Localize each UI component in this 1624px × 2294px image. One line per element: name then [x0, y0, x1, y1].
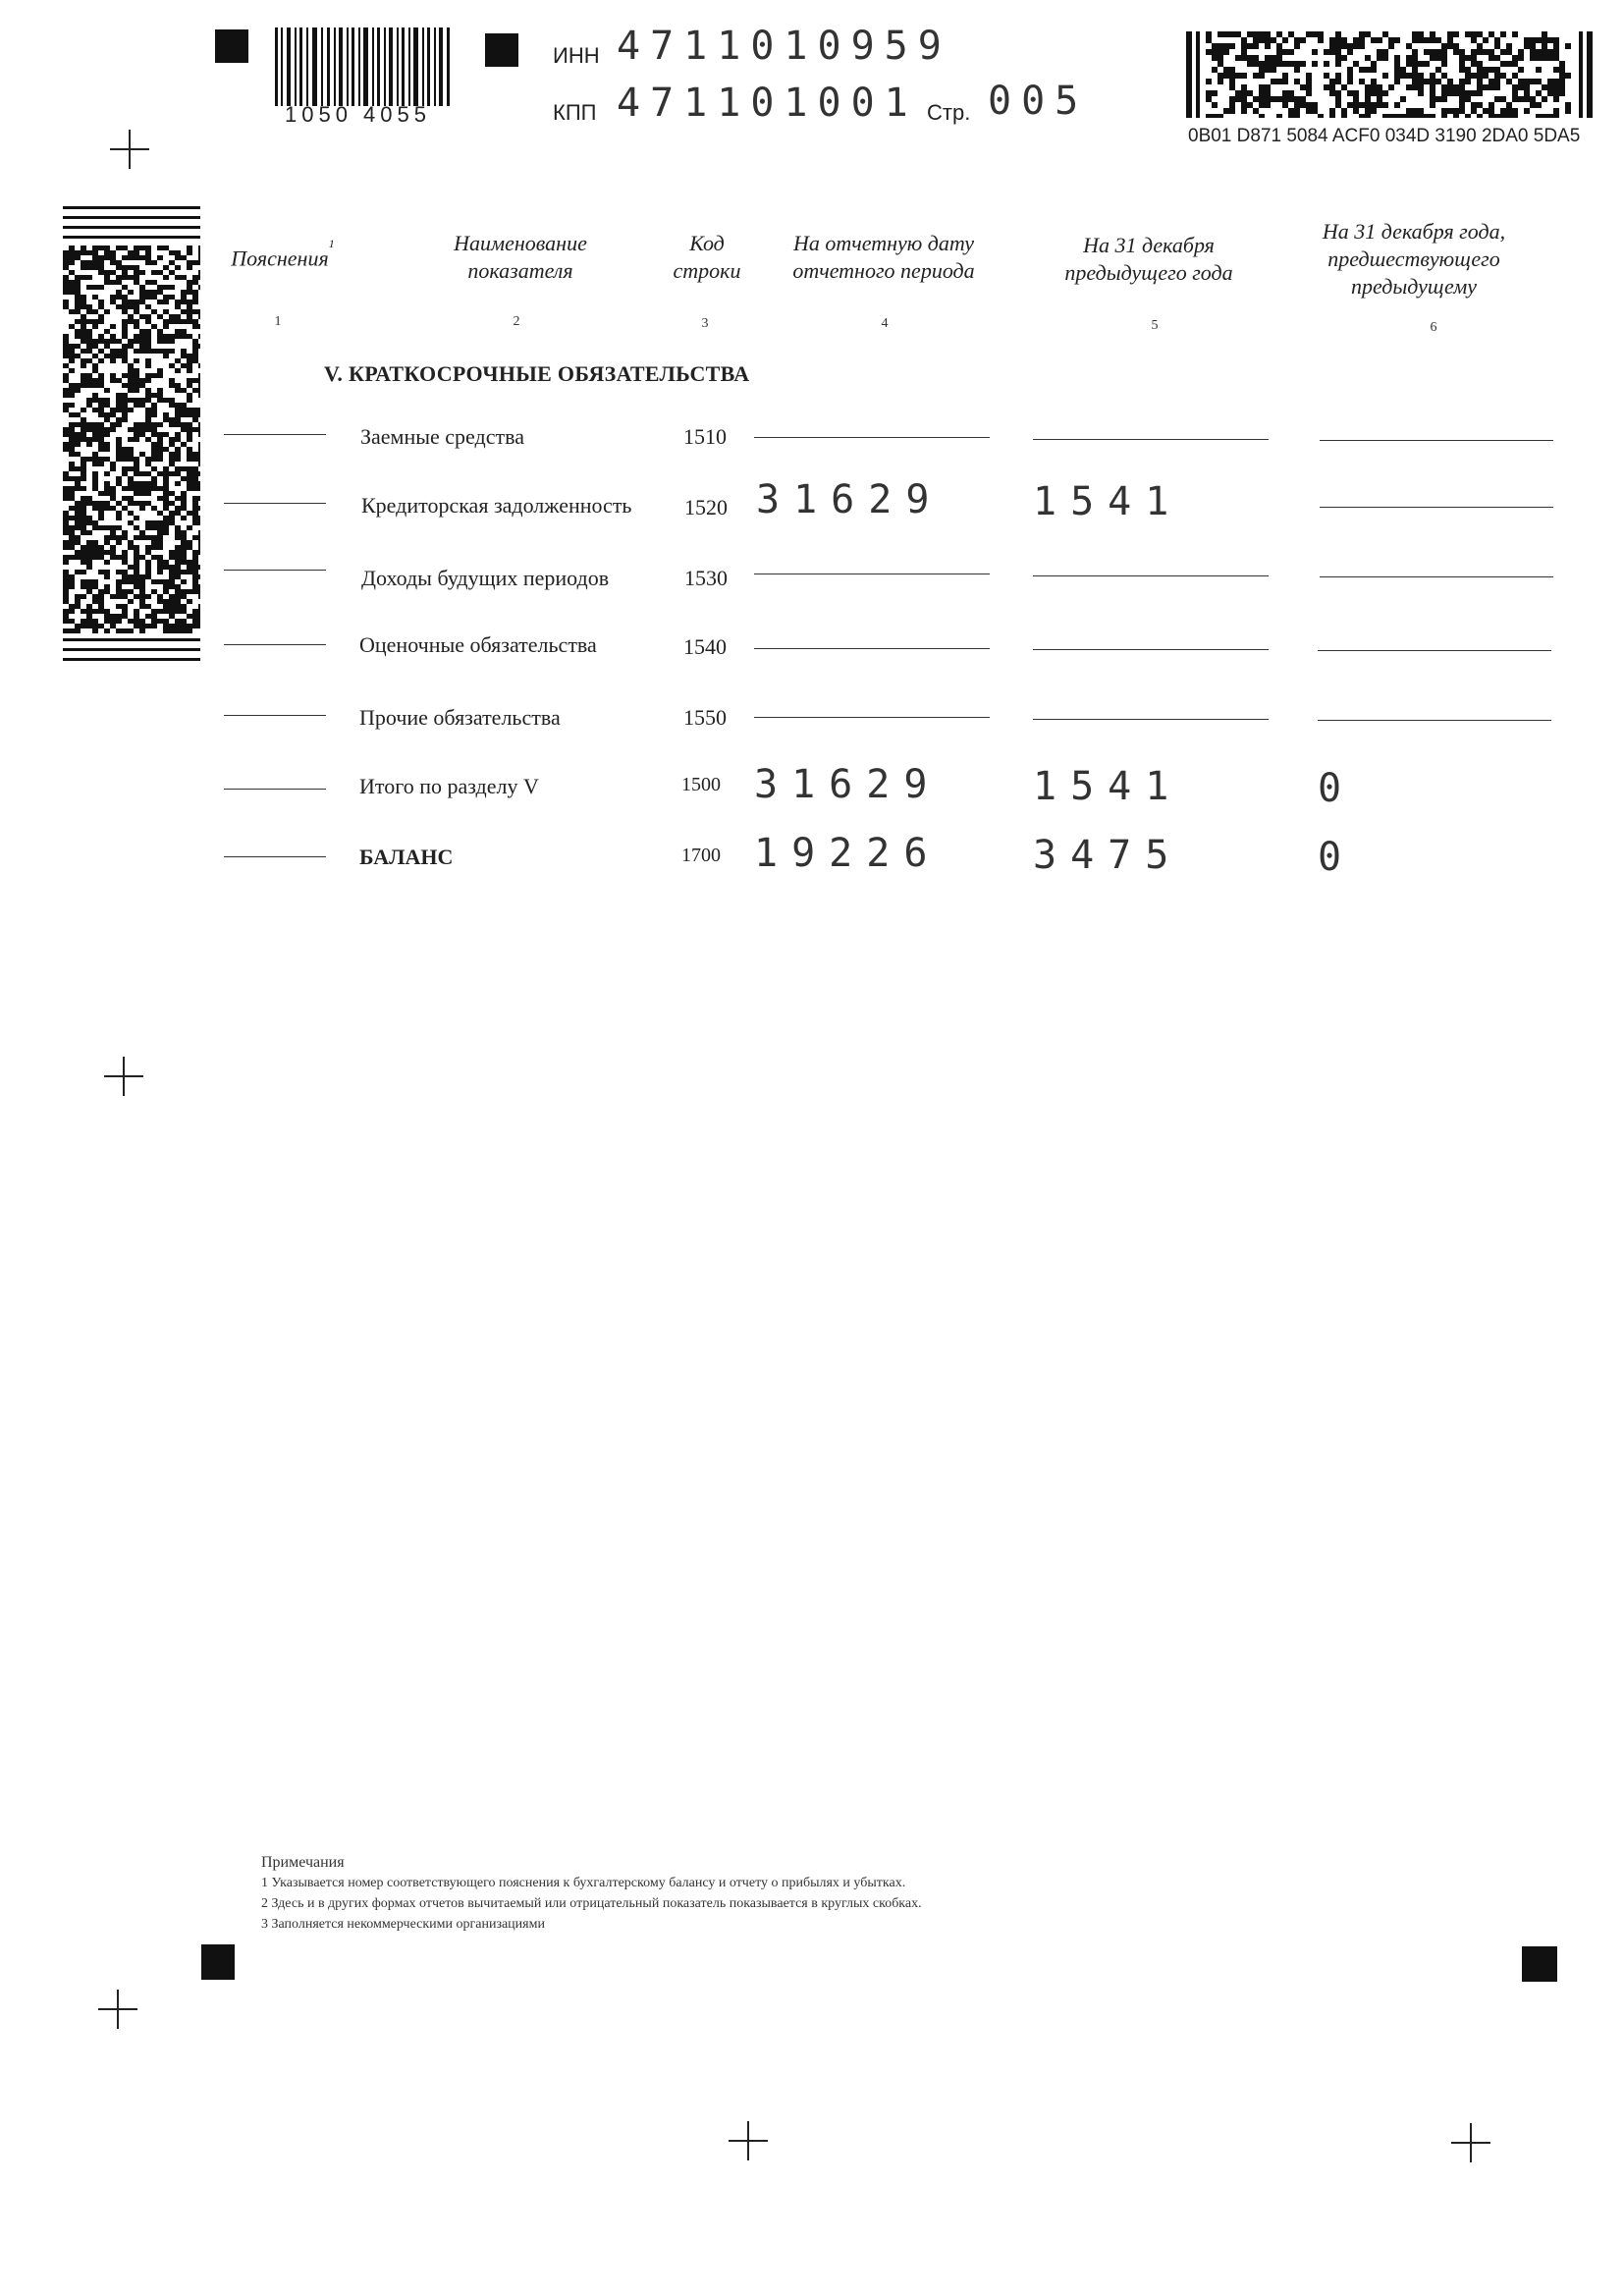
row-1500-col6-value: 0 — [1318, 766, 1356, 811]
row-1700-code: 1700 — [681, 845, 721, 866]
row-1540-name: Оценочные обязательства — [359, 632, 597, 657]
row-1550-explanation-dash — [224, 715, 326, 716]
row-1500-col4-value: 31629 — [754, 762, 942, 807]
column-number-5: 5 — [1151, 318, 1159, 333]
row-1530-explanation-dash — [224, 570, 326, 571]
row-1510-col5-dash — [1033, 439, 1269, 440]
row-1520-explanation-dash — [224, 503, 326, 504]
note-line-2: 2 Здесь и в других формах отчетов вычитаемый или отрицательный показатель показывается в круглых скобках. — [261, 1896, 922, 1911]
row-1540-col6-dash — [1318, 650, 1551, 651]
row-1700-col6-value: 0 — [1318, 835, 1356, 880]
side-2d-barcode — [63, 206, 200, 664]
row-1510-explanation-dash — [224, 434, 326, 435]
2d-barcode-text: 0B01 D871 5084 ACF0 034D 3190 2DA0 5DA5 — [1188, 126, 1581, 146]
row-1530-name: Доходы будущих периодов — [361, 566, 610, 590]
row-1530-code: 1530 — [684, 566, 728, 590]
inn-value: 4711010959 — [617, 24, 951, 69]
row-1700-col5-value: 3475 — [1033, 833, 1183, 878]
registration-square-bottom-left — [201, 1944, 235, 1980]
column-header-previous-year: На 31 декабря предыдущего года — [1064, 233, 1233, 285]
row-1520-code: 1520 — [684, 495, 728, 519]
page-number: 005 — [988, 79, 1089, 124]
column-header-row-code: Код строки — [673, 231, 741, 283]
crosshair-mid-left-icon — [104, 1057, 143, 1096]
row-1510-code: 1510 — [683, 424, 727, 449]
row-1530-col5-dash — [1033, 575, 1269, 576]
column-number-1: 1 — [274, 314, 282, 329]
row-1700-col4-value: 19226 — [754, 831, 942, 876]
column-header-explanations-text: Пояснения — [231, 246, 329, 271]
row-1550-code: 1550 — [683, 705, 727, 730]
column-header-indicator-name: Наименование показателя — [454, 231, 587, 283]
row-1520-col4-value: 31629 — [756, 477, 944, 522]
column-header-year-before-previous: На 31 декабря года, предшествующего предыдущему — [1322, 219, 1506, 299]
row-1700-explanation-dash — [224, 856, 326, 857]
page-label: Стр. — [927, 100, 971, 125]
row-1550-col6-dash — [1318, 720, 1551, 721]
row-1510-col4-dash — [754, 437, 990, 438]
registration-square-top-mid — [485, 33, 518, 67]
barcode-number: 1050 4055 — [285, 102, 431, 127]
section-title: V. КРАТКОСРОЧНЫЕ ОБЯЗАТЕЛЬСТВА — [324, 361, 750, 386]
notes-title: Примечания — [261, 1854, 345, 1871]
column-header-explanations — [224, 237, 342, 272]
row-1500-name: Итого по разделу V — [359, 774, 539, 798]
column-number-3: 3 — [701, 316, 709, 331]
row-1540-col5-dash — [1033, 649, 1269, 650]
crosshair-top-left-icon — [110, 130, 149, 169]
column-number-4: 4 — [881, 316, 889, 331]
kpp-label: КПП — [553, 100, 597, 125]
registration-square-bottom-right — [1522, 1946, 1557, 1982]
row-1520-name: Кредиторская задолженность — [361, 493, 632, 518]
crosshair-bottom-left-icon — [98, 1990, 137, 2029]
row-1550-col5-dash — [1033, 719, 1269, 720]
inn-label: ИНН — [553, 43, 600, 68]
crosshair-bottom-right-icon — [1451, 2123, 1490, 2162]
row-1700-name: БАЛАНС — [359, 845, 454, 869]
crosshair-bottom-center-icon — [729, 2121, 768, 2160]
2d-barcode — [1186, 31, 1593, 118]
row-1520-col6-dash — [1320, 507, 1553, 508]
row-1550-name: Прочие обязательства — [359, 705, 561, 730]
row-1540-code: 1540 — [683, 634, 727, 659]
linear-barcode — [273, 27, 456, 106]
row-1540-col4-dash — [754, 648, 990, 649]
note-line-1: 1 Указывается номер соответствующего пояснения к бухгалтерскому балансу и отчету о прибылях и убытках. — [261, 1876, 906, 1890]
note-line-3: 3 Заполняется некоммерческими организациями — [261, 1917, 545, 1932]
row-1550-col4-dash — [754, 717, 990, 718]
row-1510-name: Заемные средства — [360, 424, 524, 449]
row-1510-col6-dash — [1320, 440, 1553, 441]
row-1530-col6-dash — [1320, 576, 1553, 577]
row-1520-col5-value: 1541 — [1033, 479, 1183, 524]
column-header-reporting-date: На отчетную дату отчетного периода — [792, 231, 975, 283]
column-number-6: 6 — [1430, 320, 1437, 335]
row-1500-explanation-dash — [224, 789, 326, 790]
row-1540-explanation-dash — [224, 644, 326, 645]
row-1500-col5-value: 1541 — [1033, 764, 1183, 809]
column-header-footnote: 1 — [328, 237, 335, 250]
column-number-2: 2 — [513, 314, 520, 329]
row-1500-code: 1500 — [681, 774, 721, 795]
registration-square-top-left — [215, 29, 248, 63]
kpp-value: 471101001 — [617, 81, 918, 126]
